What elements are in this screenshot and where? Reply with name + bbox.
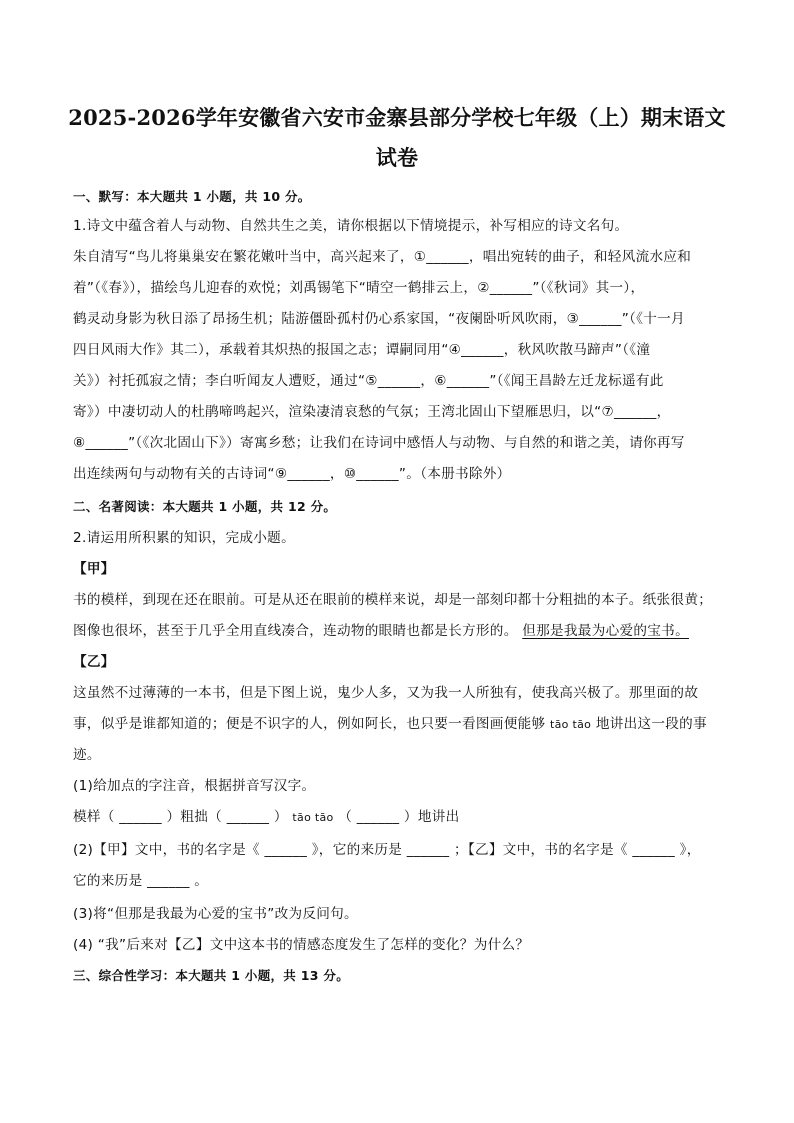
subquestion-1: (1)给加点的字注音，根据拼音写汉字。 — [73, 778, 316, 794]
pinyin-taotao: tāo tāo — [550, 718, 592, 731]
subquestion-4: (4) “我”后来对【乙】文中这本书的情感态度发生了怎样的变化？为什么？ — [73, 937, 530, 953]
subquestion-1-blanks-a: 模样（ ______ ）粗拙（ ______ ） — [73, 809, 288, 825]
section-3-header: 三、综合性学习：本大题共 1 小题，共 13 分。 — [73, 968, 350, 983]
subquestion-1-blanks-b: （ ______ ）地讲出 — [338, 809, 460, 825]
section-2-header: 二、名著阅读：本大题共 1 小题，共 12 分。 — [73, 499, 337, 514]
question-1-prompt: 1.诗文中蕴含着人与动物、自然共生之美，请你根据以下情境提示，补写相应的诗文名句。 — [73, 218, 629, 234]
passage-yi-line — [73, 714, 723, 735]
passage-jia-underlined-sentence: 但那是我最为心爱的宝书。 — [522, 623, 689, 639]
passage-jia-line — [73, 621, 723, 641]
passage-jia-label: 【甲】 — [73, 561, 115, 577]
passage-jia-line: 书的模样，到现在还在眼前。可是从还在眼前的模样来说，却是一部刻印都十分粗拙的本子。纸张很黄； — [73, 592, 713, 608]
q1-text-line: 出连续两句与动物有关的古诗词“⑨______，⑩______”。（本册书除外） — [73, 466, 511, 482]
q1-text-line: ⑧______”（《次北固山下》）寄寓乡愁；让我们在诗词中感悟人与动物、与自然的和谐之美，请你再写 — [73, 435, 685, 451]
section-1-header: 一、默写：本大题共 1 小题，共 10 分。 — [73, 189, 311, 204]
subquestion-2: (2)【甲】文中，书的名字是《 ______ 》，它的来历是 ______ ；【乙】文中，书的名字是《 ______ 》， — [73, 842, 701, 858]
passage-yi-label: 【乙】 — [73, 654, 115, 670]
subquestion-1-blanks — [73, 807, 723, 828]
q1-text-line: 四日风雨大作》其二），承载着其炽热的报国之志；谭嗣同用“④______，秋风吹散马蹄声”（《潼 — [73, 342, 651, 358]
q1-text-line: 关》）衬托孤寂之情；李白听闻友人遭贬，通过“⑤______，⑥______”（《闻王昌龄左迁龙标遥有此 — [73, 373, 664, 389]
question-2-prompt: 2.请运用所积累的知识，完成小题。 — [73, 530, 295, 546]
q1-text-line: 鹤灵动身影为秋日添了昂扬生机；陆游僵卧孤村仍心系家国，“夜阑卧听风吹雨，③______”（《十一月 — [73, 311, 685, 327]
passage-jia-text: 图像也很坏，甚至于几乎全用直线凑合，连动物的眼睛也都是长方形的。 — [73, 623, 518, 639]
q1-text-line: 寄》）中凄切动人的杜鹃啼鸣起兴，渲染凄清哀愁的气氛；王湾北固山下望雁思归，以“⑦______， — [73, 404, 671, 420]
subquestion-3: (3)将“但那是我最为心爱的宝书”改为反问句。 — [73, 906, 358, 922]
passage-yi-line: 迹。 — [73, 747, 101, 763]
q1-text-line: 着”（《春》），描绘鸟儿迎春的欢悦；刘禹锡笔下“晴空一鹤排云上，②______”（《秋词》其一）， — [73, 280, 645, 296]
pinyin-taotao: tāo tāo — [292, 811, 334, 824]
q1-text-line: 朱自清写“鸟儿将巢巢安在繁花嫩叶当中，高兴起来了，①______，唱出宛转的曲子，和轻风流水应和 — [73, 249, 692, 265]
passage-yi-text: 事，似乎是谁都知道的；便是不识字的人，例如阿长，也只要一看图画便能够 — [73, 716, 546, 732]
exam-title-line-1: 2025-2026学年安徽省六安市金寨县部分学校七年级（上）期末语文 — [68, 105, 726, 130]
exam-title-line-2: 试卷 — [375, 145, 419, 170]
passage-yi-line: 这虽然不过薄薄的一本书，但是下图上说，鬼少人多，又为我一人所独有，使我高兴极了。那里面的故 — [73, 685, 699, 701]
passage-yi-text-tail: 地讲出这一段的事 — [595, 716, 707, 732]
subquestion-2-cont: 它的来历是 ______ 。 — [73, 873, 209, 889]
